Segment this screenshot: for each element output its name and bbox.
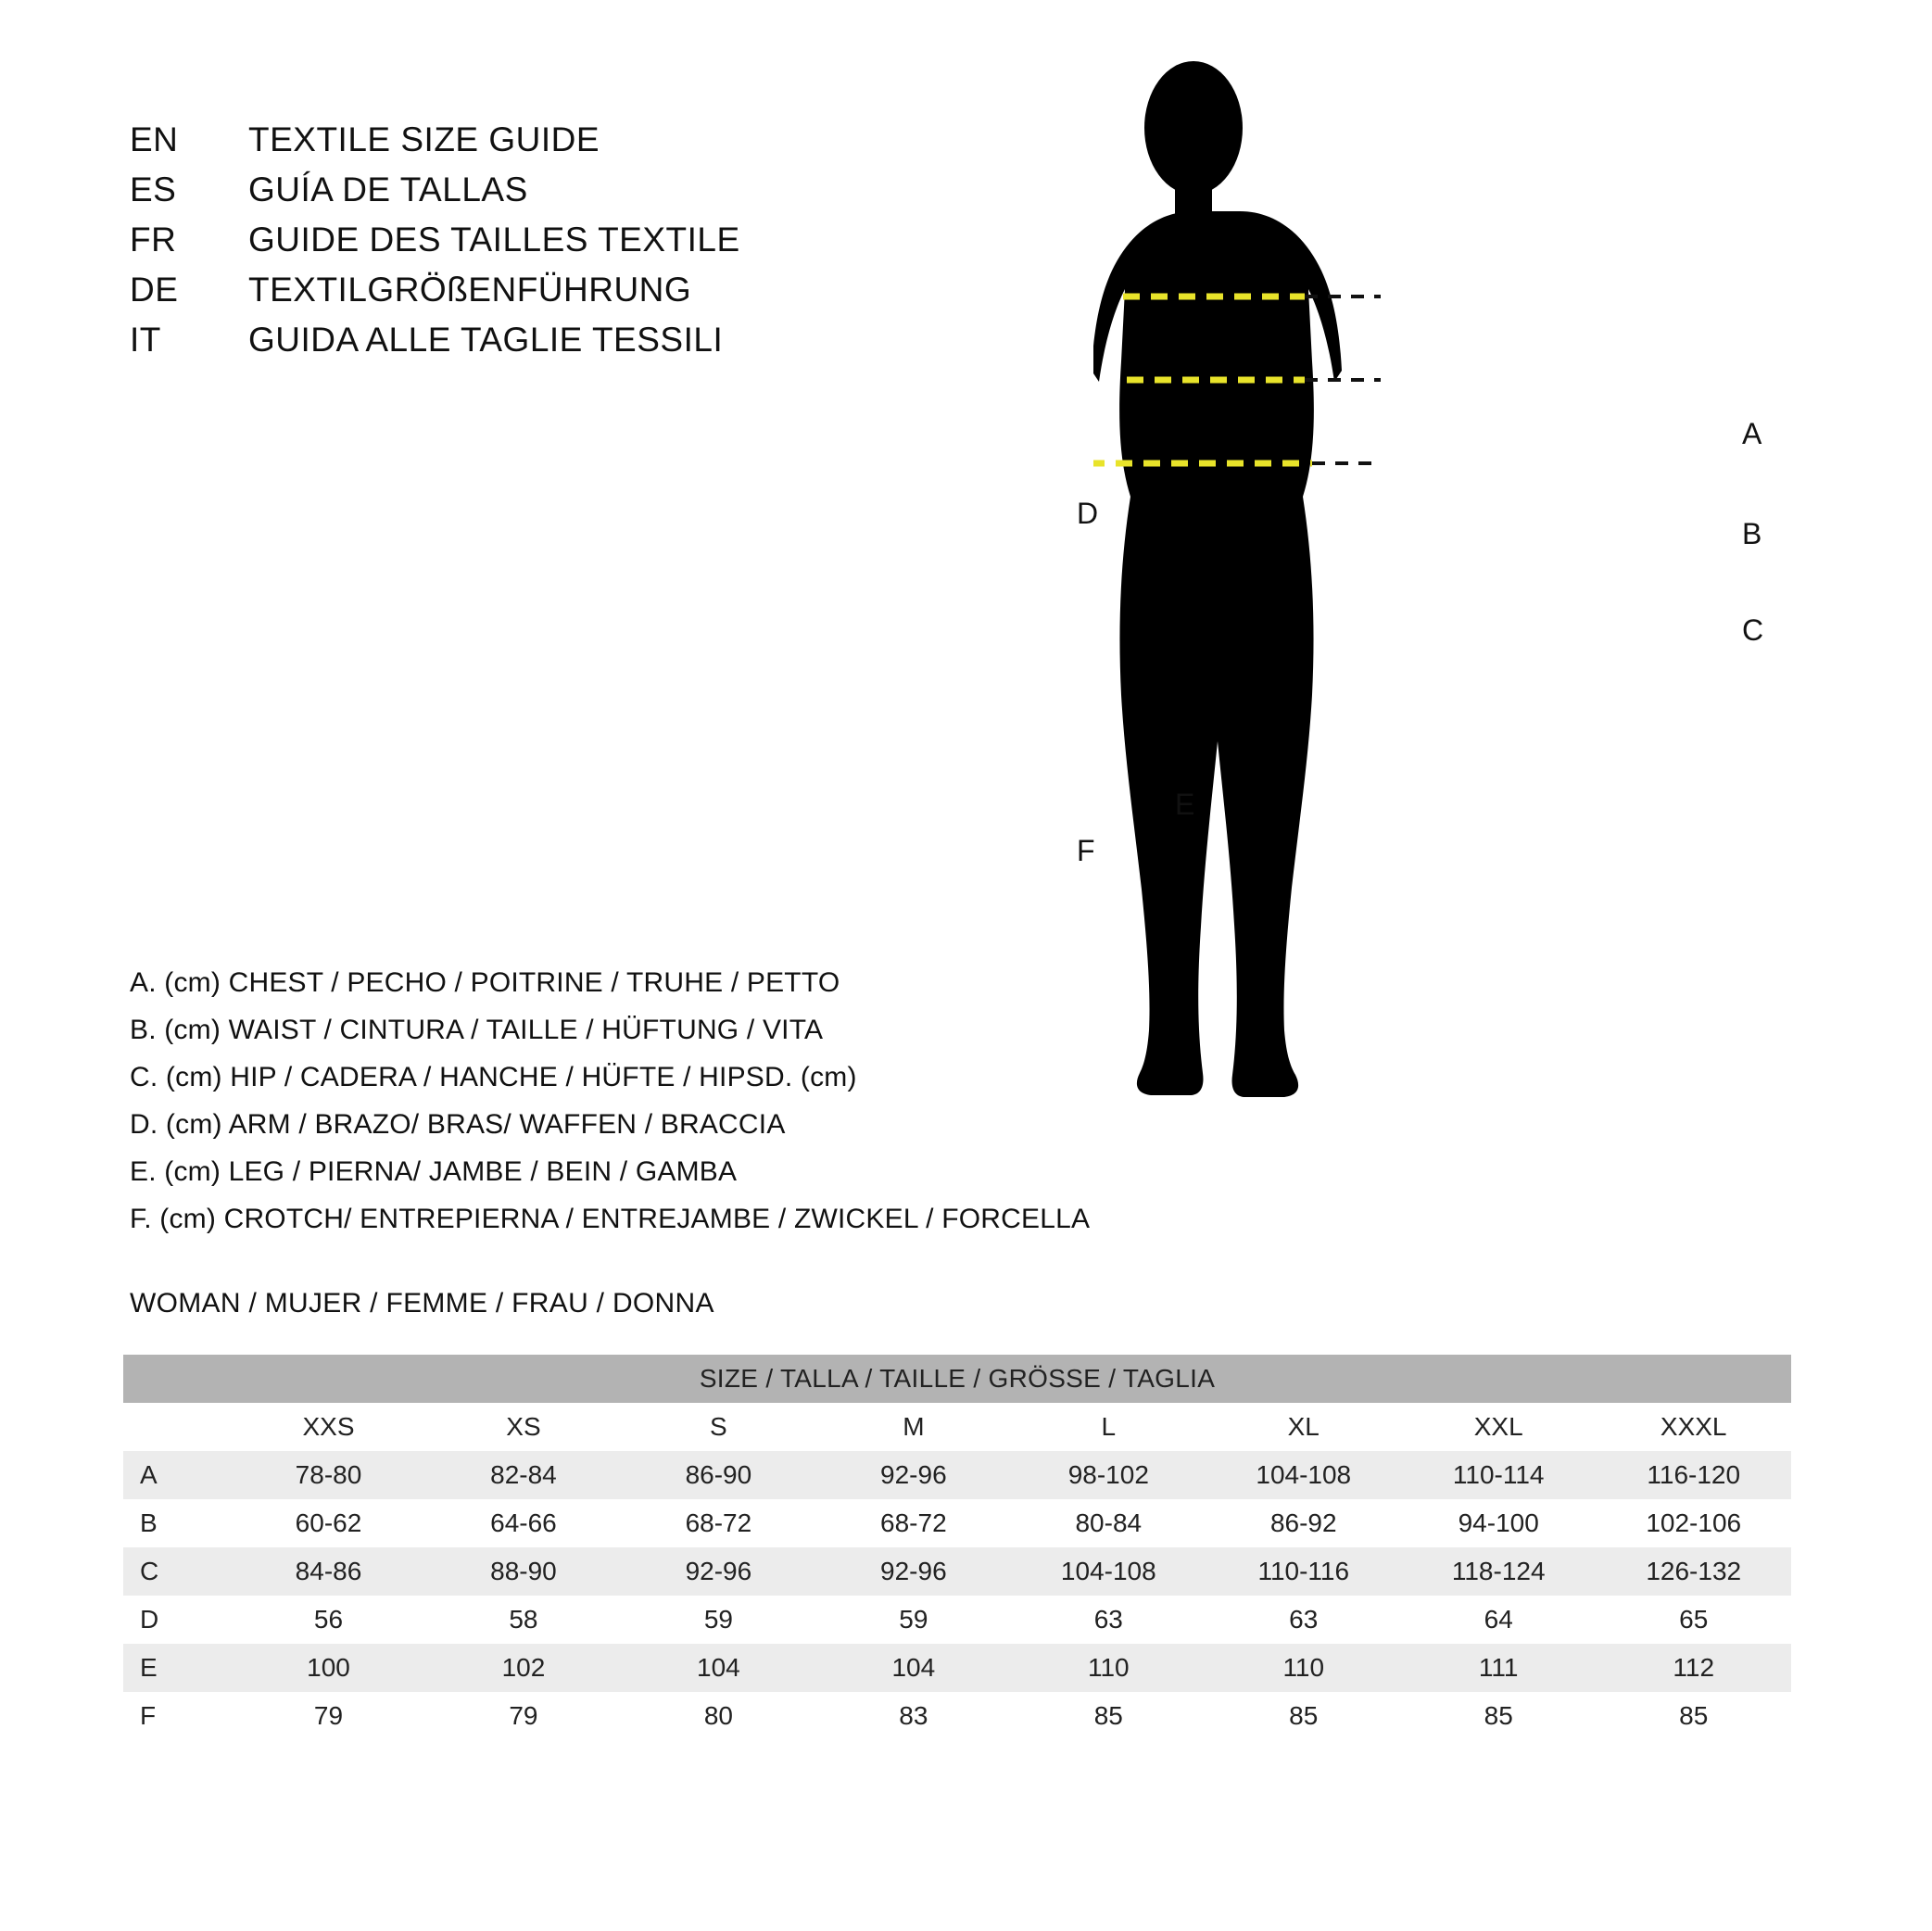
title-lang-es: ES [130, 170, 177, 208]
cell-e-l: 110 [1011, 1644, 1206, 1692]
size-header-xxxl: XXXL [1596, 1403, 1791, 1451]
cell-c-xxxl: 126-132 [1596, 1547, 1791, 1596]
table-row [123, 1547, 1791, 1596]
row-letter-d: D [123, 1596, 231, 1644]
cell-e-xxl: 111 [1401, 1644, 1596, 1692]
cell-f-l: 85 [1011, 1692, 1206, 1740]
row-letter-f: F [123, 1692, 231, 1740]
title-block [130, 120, 964, 371]
cell-d-xl: 63 [1206, 1596, 1401, 1644]
cell-c-s: 92-96 [621, 1547, 815, 1596]
size-table-wrapper [123, 1355, 1791, 1740]
legend-item-d: D. (cm) ARM / BRAZO/ BRAS/ WAFFEN / BRACCIA [130, 1109, 786, 1140]
cell-d-xs: 58 [426, 1596, 621, 1644]
cell-c-xxs: 84-86 [231, 1547, 425, 1596]
cell-c-l: 104-108 [1011, 1547, 1206, 1596]
size-table [123, 1355, 1791, 1740]
size-header-xxs: XXS [231, 1403, 425, 1451]
cell-e-xs: 102 [426, 1644, 621, 1692]
table-header-title-row [123, 1355, 1791, 1403]
title-row [130, 170, 964, 221]
title-text-en: TEXTILE SIZE GUIDE [248, 120, 600, 158]
title-row [130, 221, 964, 271]
cell-b-m: 68-72 [816, 1499, 1011, 1547]
cell-d-xxl: 64 [1401, 1596, 1596, 1644]
table-row [123, 1596, 1791, 1644]
cell-a-xl: 104-108 [1206, 1451, 1401, 1499]
title-row [130, 120, 964, 170]
cell-e-xxs: 100 [231, 1644, 425, 1692]
cell-a-m: 92-96 [816, 1451, 1011, 1499]
table-row [123, 1692, 1791, 1740]
dimension-label-a: A [1742, 417, 1762, 450]
cell-c-m: 92-96 [816, 1547, 1011, 1596]
title-text-es: GUÍA DE TALLAS [248, 170, 528, 208]
cell-f-xxxl: 85 [1596, 1692, 1791, 1740]
title-row [130, 321, 964, 371]
table-row [123, 1451, 1791, 1499]
legend-item-f: F. (cm) CROTCH/ ENTREPIERNA / ENTREJAMBE / ZWICKEL / FORCELLA [130, 1204, 1091, 1234]
cell-a-xxl: 110-114 [1401, 1451, 1596, 1499]
legend-block [130, 959, 1242, 1243]
cell-c-xl: 110-116 [1206, 1547, 1401, 1596]
cell-a-xs: 82-84 [426, 1451, 621, 1499]
size-header-m: M [816, 1403, 1011, 1451]
cell-f-xs: 79 [426, 1692, 621, 1740]
cell-b-l: 80-84 [1011, 1499, 1206, 1547]
title-text-fr: GUIDE DES TAILLES TEXTILE [248, 221, 740, 259]
cell-f-xl: 85 [1206, 1692, 1401, 1740]
title-lang-de: DE [130, 271, 179, 309]
cell-a-xxs: 78-80 [231, 1451, 425, 1499]
row-letter-a: A [123, 1451, 231, 1499]
dimension-label-d: D [1077, 497, 1099, 530]
cell-b-xl: 86-92 [1206, 1499, 1401, 1547]
cell-b-xxl: 94-100 [1401, 1499, 1596, 1547]
title-row [130, 271, 964, 321]
table-sizes-row [123, 1403, 1791, 1451]
cell-a-xxxl: 116-120 [1596, 1451, 1791, 1499]
dimension-label-b: B [1742, 517, 1762, 550]
legend-item-b: B. (cm) WAIST / CINTURA / TAILLE / HÜFTUNG / VITA [130, 1015, 824, 1045]
dimension-label-e: E [1175, 788, 1195, 821]
cell-a-l: 98-102 [1011, 1451, 1206, 1499]
cell-d-l: 63 [1011, 1596, 1206, 1644]
cell-e-xxxl: 112 [1596, 1644, 1791, 1692]
cell-b-s: 68-72 [621, 1499, 815, 1547]
dimension-label-f: F [1077, 834, 1095, 867]
title-text-it: GUIDA ALLE TAGLIE TESSILI [248, 321, 724, 359]
table-header-title: SIZE / TALLA / TAILLE / GRÖSSE / TAGLIA [123, 1355, 1791, 1403]
cell-f-s: 80 [621, 1692, 815, 1740]
row-letter-c: C [123, 1547, 231, 1596]
cell-b-xxs: 60-62 [231, 1499, 425, 1547]
title-lang-it: IT [130, 321, 161, 359]
cell-c-xs: 88-90 [426, 1547, 621, 1596]
group-label: WOMAN / MUJER / FEMME / FRAU / DONNA [130, 1288, 714, 1319]
legend-item-a: A. (cm) CHEST / PECHO / POITRINE / TRUHE / PETTO [130, 967, 840, 998]
row-letter-b: B [123, 1499, 231, 1547]
size-header-l: L [1011, 1403, 1206, 1451]
cell-d-s: 59 [621, 1596, 815, 1644]
size-header-s: S [621, 1403, 815, 1451]
cell-d-m: 59 [816, 1596, 1011, 1644]
cell-e-m: 104 [816, 1644, 1011, 1692]
size-header-xxl: XXL [1401, 1403, 1596, 1451]
cell-e-s: 104 [621, 1644, 815, 1692]
title-lang-fr: FR [130, 221, 177, 259]
table-row [123, 1644, 1791, 1692]
cell-f-m: 83 [816, 1692, 1011, 1740]
cell-d-xxxl: 65 [1596, 1596, 1791, 1644]
title-lang-en: EN [130, 120, 179, 158]
cell-d-xxs: 56 [231, 1596, 425, 1644]
size-header-xl: XL [1206, 1403, 1401, 1451]
legend-item-e: E. (cm) LEG / PIERNA/ JAMBE / BEIN / GAMBA [130, 1156, 738, 1187]
cell-b-xs: 64-66 [426, 1499, 621, 1547]
cell-f-xxs: 79 [231, 1692, 425, 1740]
row-letter-e: E [123, 1644, 231, 1692]
size-header-xs: XS [426, 1403, 621, 1451]
table-corner-cell [123, 1403, 231, 1451]
title-text-de: TEXTILGRÖßENFÜHRUNG [248, 271, 692, 309]
dimension-label-c: C [1742, 613, 1764, 647]
cell-a-s: 86-90 [621, 1451, 815, 1499]
table-row [123, 1499, 1791, 1547]
cell-e-xl: 110 [1206, 1644, 1401, 1692]
cell-f-xxl: 85 [1401, 1692, 1596, 1740]
legend-item-c: C. (cm) HIP / CADERA / HANCHE / HÜFTE / HIPSD. (cm) [130, 1062, 857, 1092]
cell-b-xxxl: 102-106 [1596, 1499, 1791, 1547]
cell-c-xxl: 118-124 [1401, 1547, 1596, 1596]
